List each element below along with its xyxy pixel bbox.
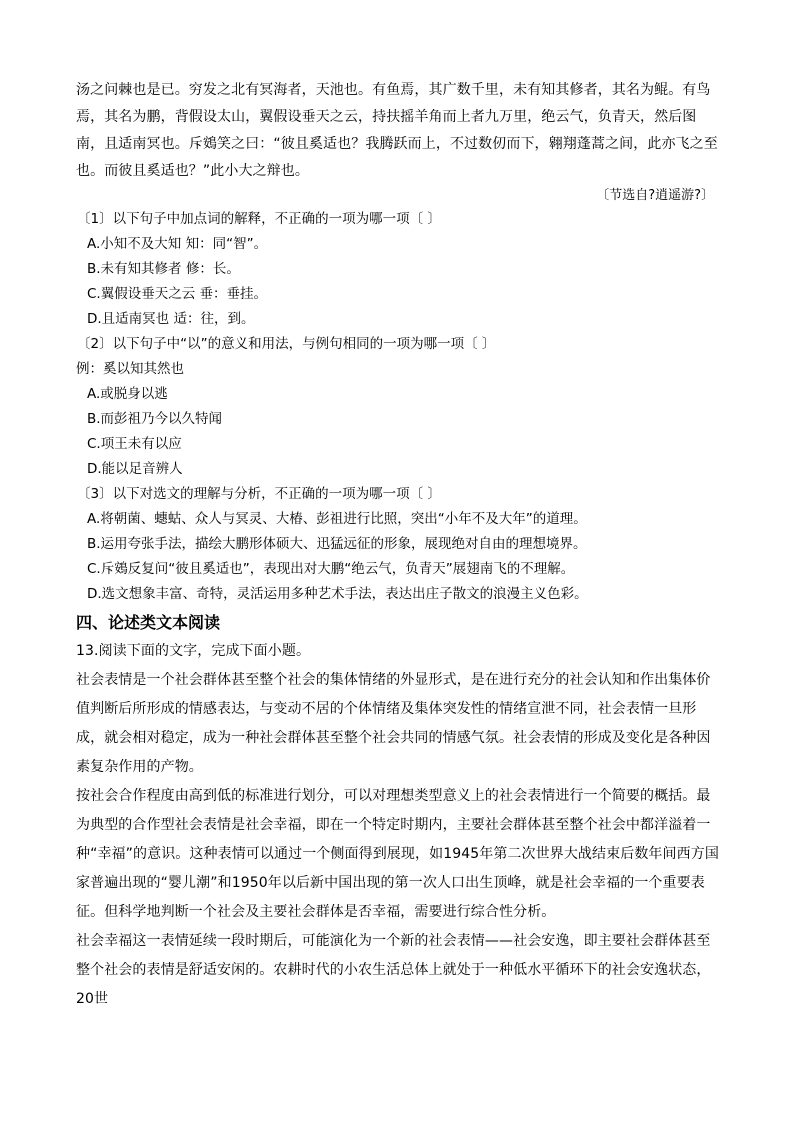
body-paragraph-1: 社会表情是一个社会群体甚至整个社会的集体情绪的外显形式，是在进行充分的社会认知和作出集体价值判断后所形成的情感表达，与变动不居的个体情绪及集体突发性的情绪宣泄不同，社会表情一旦形成，就会相对稳定，成为一种社会群体甚至整个社会共同的情感气氛。社会表情的形成及变化是各种因素复杂作用的产物。 (76, 672, 711, 775)
document-content (76, 77, 720, 1014)
section-prompt: 13.阅读下面的文字，完成下面小题。 (76, 643, 311, 659)
option-a: A.或脱身以逃 (87, 386, 168, 402)
option-c: C.翼假设垂天之云 垂：垂挂。 (87, 286, 268, 302)
question-stem: 〔2〕以下句子中“以”的意义和用法，与例句相同的一项为哪一项〔 〕 (77, 336, 496, 352)
option-b: B.而彭祖乃今以久特闻 (87, 411, 223, 427)
question-stem: 〔3〕以下对选文的理解与分析，不正确的一项为哪一项〔 〕 (77, 486, 441, 502)
body-paragraph-3: 社会幸福这一表情延续一段时期后，可能演化为一个新的社会表情——社会安逸，即主要社会群体甚至整个社会的表情是舒适安闲的。农耕时代的小农生活总体上就处于一种低水平循环下的社会安逸状态，20世 (76, 933, 711, 1007)
section-heading: 四、论述类文本阅读 (76, 613, 221, 632)
option-d: D.且适南冥也 适：往，到。 (87, 311, 255, 327)
question-stem: 〔1〕以下句子中加点词的解释，不正确的一项为哪一项〔 〕 (77, 211, 441, 227)
option-a: A.将朝菌、蟪蛄、众人与冥灵、大椿、彭祖进行比照，突出“小年不及大年”的道理。 (87, 511, 587, 527)
body-paragraph-2: 按社会合作程度由高到低的标准进行划分，可以对理想类型意义上的社会表情进行一个简要的概括。最为典型的合作型社会表情是社会幸福，即在一个特定时期内，主要社会群体甚至整个社会中都洋溢着一种“幸福”的意识。这种表情可以通过一个侧面得到展现，如1945年第二次世界大战结束后数年间西方国家普遍出现的“婴儿潮”和1950年以后新中国出现的第一次人口出生顶峰，就是社会幸福的一个重要表征。但科学地判断一个社会及主要社会群体是否幸福，需要进行综合性分析。 (76, 788, 719, 920)
option-c: C.斥鴳反复问“彼且奚适也”，表现出对大鹏“绝云气，负青天”展翅南飞的不理解。 (87, 561, 575, 577)
option-d: D.选文想象丰富、奇特，灵活运用多种艺术手法，表达出庄子散文的浪漫主义色彩。 (87, 586, 588, 602)
option-c: C.项王未有以应 (87, 436, 182, 452)
question-example: 例：奚以知其然也 (76, 361, 184, 377)
passage-text: 汤之问棘也是已。穷发之北有冥海者，天池也。有鱼焉，其广数千里，未有知其修者，其名为鲲。有鸟焉，其名为鹏，背假设太山，翼假设垂天之云，持扶摇羊角而上者九万里，绝云气，负青天，然后图南，且适南冥也。斥鴳笑之曰：“彼且奚适也？我腾跃而上，不过数仞而下，翱翔蓬蒿之间，此亦飞之至也。而彼且奚适也？”此小大之辩也。 (76, 82, 718, 179)
question-3 (76, 482, 720, 607)
question-1 (76, 207, 720, 332)
option-a: A.小知不及大知 知：同“智”。 (87, 236, 268, 252)
option-b: B.运用夸张手法，描绘大鹏形体硕大、迅猛远征的形象，展现绝对自由的理想境界。 (87, 536, 587, 552)
option-b: B.未有知其修者 修：长。 (87, 261, 240, 277)
passage-source: 〔节选自?逍遥游?〕 (596, 188, 714, 203)
option-d: D.能以足音辨人 (87, 461, 183, 477)
question-2 (76, 332, 720, 482)
